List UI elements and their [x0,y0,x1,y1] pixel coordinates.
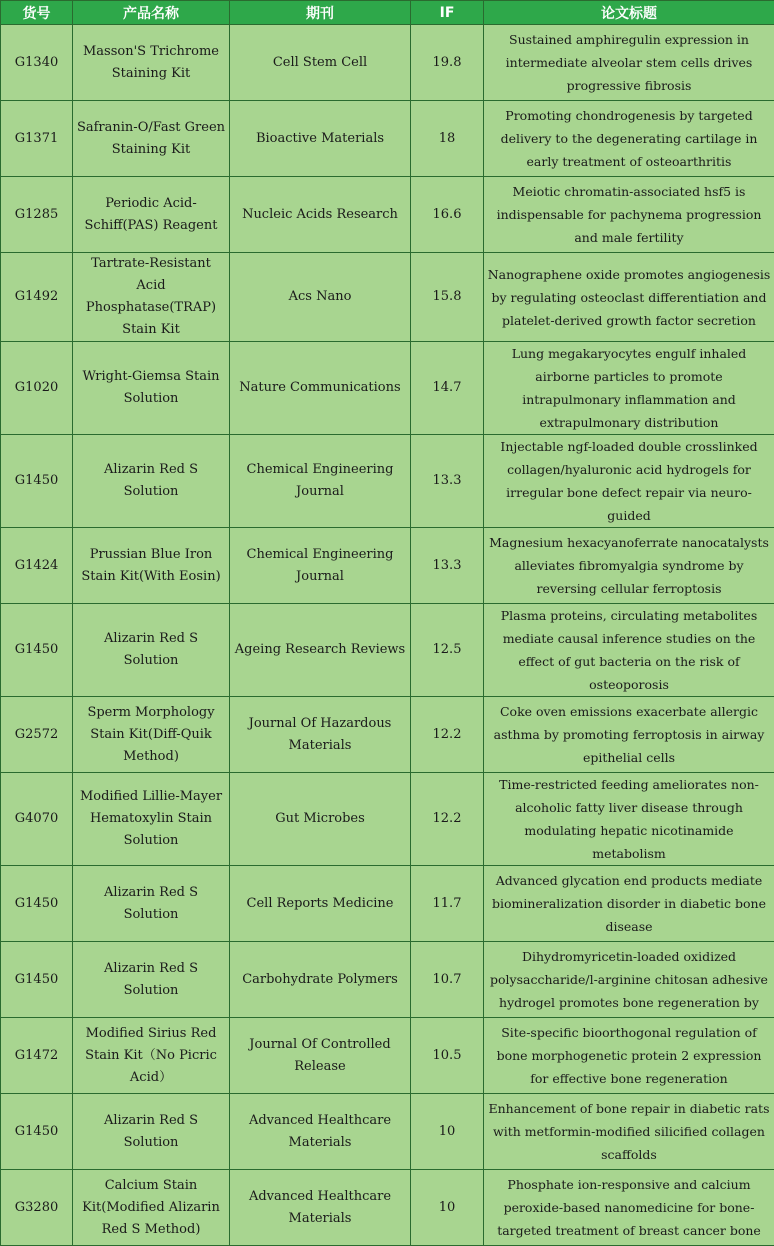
paper-title-cell: Promoting chondrogenesis by targeted delivery to the degenerating cartilage in early treatment of osteoarthritis [484,101,774,177]
journal-cell: Bioactive Materials [230,101,411,177]
product-name-cell: Prussian Blue Iron Stain Kit(With Eosin) [73,528,230,604]
table-row [1,528,774,604]
catalog-number-cell: G4070 [1,773,73,866]
product-name-cell: Sperm Morphology Stain Kit(Diff-Quik Method) [73,697,230,773]
impact-factor-cell: 18 [411,101,484,177]
impact-factor-cell: 16.6 [411,177,484,253]
product-name-cell: Modified Sirius Red Stain Kit（No Picric Acid） [73,1018,230,1094]
impact-factor-cell: 10 [411,1170,484,1246]
header-row [1,1,774,25]
header-impact-factor: IF [411,1,484,25]
table-row [1,773,774,866]
table-row [1,1170,774,1246]
paper-title-cell: Plasma proteins, circulating metabolites mediate causal inference studies on the effect of gut bacteria on the risk of osteoporosis [484,604,774,697]
journal-cell: Chemical Engineering Journal [230,435,411,528]
journal-cell: Journal Of Controlled Release [230,1018,411,1094]
paper-title-cell: Magnesium hexacyanoferrate nanocatalysts alleviates fibromyalgia syndrome by reversing cellular ferroptosis [484,528,774,604]
table-row [1,253,774,342]
table-row [1,177,774,253]
table-row [1,25,774,101]
paper-title-cell: Injectable ngf-loaded double crosslinked collagen/hyaluronic acid hydrogels for irregular bone defect repair via neuro-guided [484,435,774,528]
paper-title-cell: Sustained amphiregulin expression in intermediate alveolar stem cells drives progressive fibrosis [484,25,774,101]
impact-factor-cell: 11.7 [411,866,484,942]
product-name-cell: Alizarin Red S Solution [73,604,230,697]
paper-title-cell: Meiotic chromatin-associated hsf5 is indispensable for pachynema progression and male fertility [484,177,774,253]
catalog-number-cell: G1472 [1,1018,73,1094]
product-name-cell: Alizarin Red S Solution [73,1094,230,1170]
impact-factor-cell: 13.3 [411,435,484,528]
table-row [1,942,774,1018]
journal-cell: Advanced Healthcare Materials [230,1094,411,1170]
catalog-number-cell: G1371 [1,101,73,177]
catalog-number-cell: G3280 [1,1170,73,1246]
table-row [1,697,774,773]
table-row [1,342,774,435]
header-catalog-number: 货号 [1,1,73,25]
journal-cell: Cell Reports Medicine [230,866,411,942]
impact-factor-cell: 12.2 [411,773,484,866]
product-name-cell: Tartrate-Resistant Acid Phosphatase(TRAP) Stain Kit [73,253,230,342]
catalog-number-cell: G2572 [1,697,73,773]
catalog-number-cell: G1450 [1,604,73,697]
paper-title-cell: Dihydromyricetin-loaded oxidized polysaccharide/l-arginine chitosan adhesive hydrogel promotes bone regeneration by [484,942,774,1018]
impact-factor-cell: 12.5 [411,604,484,697]
catalog-number-cell: G1492 [1,253,73,342]
catalog-number-cell: G1340 [1,25,73,101]
product-name-cell: Alizarin Red S Solution [73,942,230,1018]
catalog-number-cell: G1450 [1,866,73,942]
journal-cell: Cell Stem Cell [230,25,411,101]
table-row [1,1094,774,1170]
catalog-number-cell: G1450 [1,1094,73,1170]
journal-cell: Carbohydrate Polymers [230,942,411,1018]
impact-factor-cell: 10 [411,1094,484,1170]
table-row [1,866,774,942]
product-name-cell: Alizarin Red S Solution [73,866,230,942]
impact-factor-cell: 10.7 [411,942,484,1018]
header-journal: 期刊 [230,1,411,25]
paper-title-cell: Lung megakaryocytes engulf inhaled airborne particles to promote intrapulmonary inflammation and extrapulmonary distribution [484,342,774,435]
product-name-cell: Periodic Acid-Schiff(PAS) Reagent [73,177,230,253]
table-row [1,604,774,697]
product-name-cell: Calcium Stain Kit(Modified Alizarin Red S Method) [73,1170,230,1246]
paper-title-cell: Time-restricted feeding ameliorates non-alcoholic fatty liver disease through modulating hepatic nicotinamide metabolism [484,773,774,866]
journal-cell: Journal Of Hazardous Materials [230,697,411,773]
catalog-number-cell: G1450 [1,435,73,528]
header-paper-title: 论文标题 [484,1,774,25]
journal-cell: Nature Communications [230,342,411,435]
product-name-cell: Alizarin Red S Solution [73,435,230,528]
catalog-number-cell: G1285 [1,177,73,253]
product-name-cell: Masson'S Trichrome Staining Kit [73,25,230,101]
catalog-number-cell: G1424 [1,528,73,604]
journal-cell: Nucleic Acids Research [230,177,411,253]
paper-title-cell: Advanced glycation end products mediate biomineralization disorder in diabetic bone disease [484,866,774,942]
table-header [1,1,774,25]
impact-factor-cell: 19.8 [411,25,484,101]
impact-factor-cell: 14.7 [411,342,484,435]
product-name-cell: Wright-Giemsa Stain Solution [73,342,230,435]
header-product-name: 产品名称 [73,1,230,25]
paper-title-cell: Coke oven emissions exacerbate allergic asthma by promoting ferroptosis in airway epithelial cells [484,697,774,773]
journal-cell: Gut Microbes [230,773,411,866]
product-name-cell: Modified Lillie-Mayer Hematoxylin Stain Solution [73,773,230,866]
table-row [1,1018,774,1094]
impact-factor-cell: 12.2 [411,697,484,773]
paper-title-cell: Site-specific bioorthogonal regulation of bone morphogenetic protein 2 expression for effective bone regeneration [484,1018,774,1094]
journal-cell: Chemical Engineering Journal [230,528,411,604]
journal-cell: Ageing Research Reviews [230,604,411,697]
catalog-number-cell: G1450 [1,942,73,1018]
journal-cell: Acs Nano [230,253,411,342]
impact-factor-cell: 10.5 [411,1018,484,1094]
table-body [1,25,774,1246]
journal-cell: Advanced Healthcare Materials [230,1170,411,1246]
paper-title-cell: Enhancement of bone repair in diabetic rats with metformin-modified silicified collagen scaffolds [484,1094,774,1170]
impact-factor-cell: 13.3 [411,528,484,604]
product-name-cell: Safranin-O/Fast Green Staining Kit [73,101,230,177]
impact-factor-cell: 15.8 [411,253,484,342]
table-row [1,435,774,528]
table-row [1,101,774,177]
paper-title-cell: Nanographene oxide promotes angiogenesis by regulating osteoclast differentiation and platelet-derived growth factor secretion [484,253,774,342]
catalog-number-cell: G1020 [1,342,73,435]
paper-title-cell: Phosphate ion-responsive and calcium peroxide-based nanomedicine for bone-targeted treatment of breast cancer bone [484,1170,774,1246]
